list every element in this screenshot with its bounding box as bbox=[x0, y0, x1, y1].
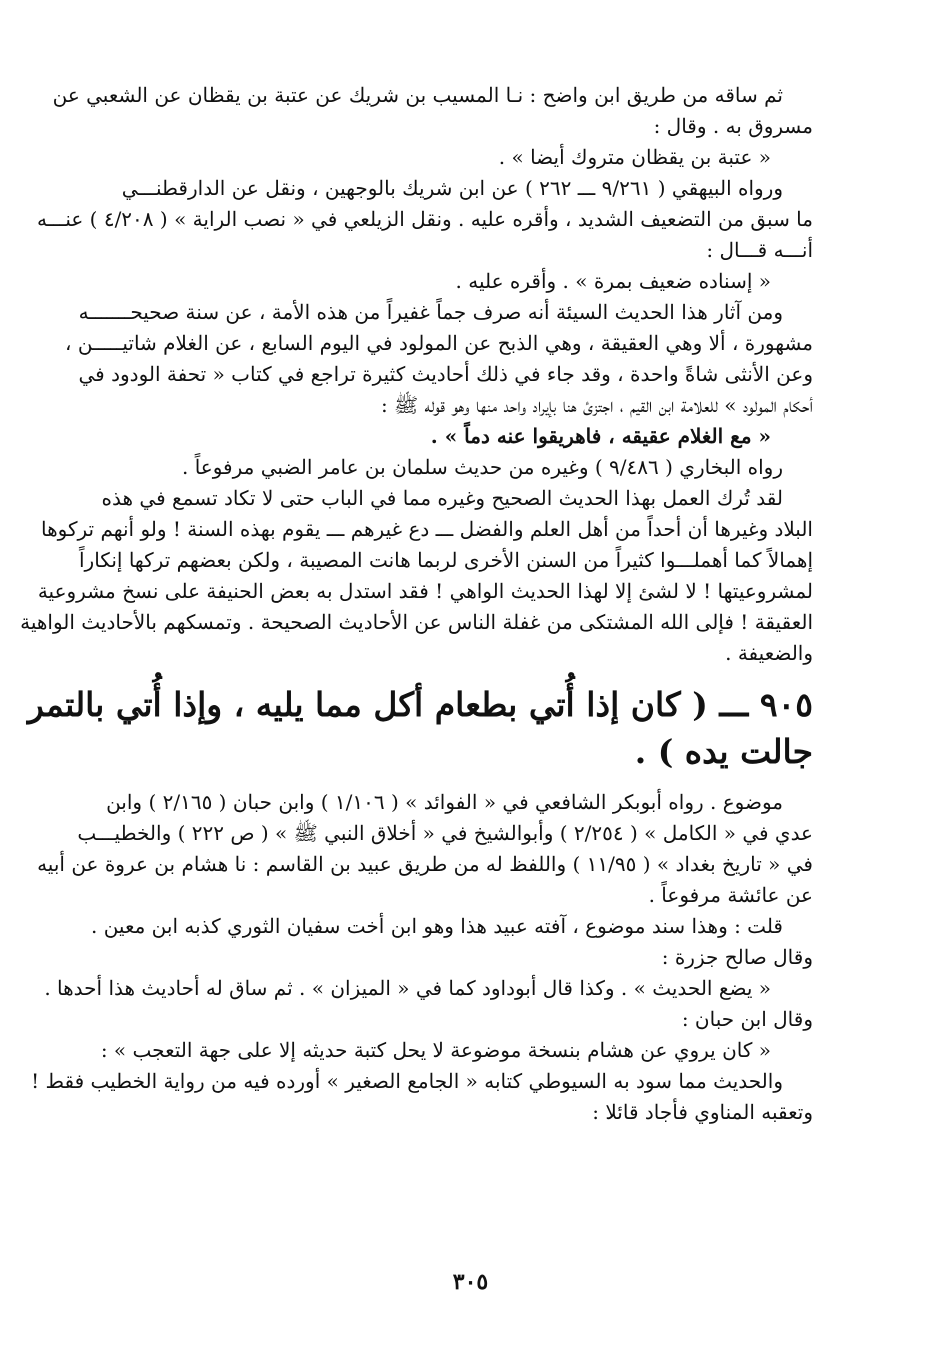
text-line: وقال صالح جزرة : bbox=[661, 945, 813, 969]
text-line: إهمالاً كما أهملـــوا كثيراً من السنن الأخرى لربما هانت المصيبة ، ولكن بعضهم تركها إنكاراً bbox=[78, 548, 813, 572]
text-line: عدي في « الكامل » ( ٢/٢٥٤ ) وأبوالشيخ في « أخلاق النبي ﷺ » ( ص ٢٢٢ ) والخطيـــب bbox=[77, 821, 813, 845]
hadith-heading bbox=[27, 681, 813, 775]
text-line: أحكام المولود » للعلامة ابن القيم ، اجتزئ هنا بإيراد واحد منها وهو قوله ﷺ : bbox=[380, 393, 813, 417]
text-line: أنـــه قـــال : bbox=[706, 238, 813, 262]
text-line: مشهورة ، ألا وهي العقيقة ، وهي الذبح عن المولود في اليوم السابع ، عن الغلام شاتيـــــن ، bbox=[65, 331, 813, 355]
text-line: ما سبق من التضعيف الشديد ، وأقره عليه . ونقل الزيلعي في « نصب الراية » ( ٤/٢٠٨ ) عنـــه bbox=[37, 207, 813, 231]
text-block-2 bbox=[31, 787, 813, 1128]
text-line: ومن آثار هذا الحديث السيئة أنه صرف جماً غفيراً من هذه الأمة ، عن سنة صحيحـــــــه bbox=[78, 300, 783, 324]
hadith-heading-line: ٩٠٥ ـــ ( كان إذا أُتي بطعام أكل مما يليه ، وإذا أُتي بالتمر bbox=[27, 685, 813, 724]
text-block-1 bbox=[20, 80, 813, 669]
text-line: لقد تُرك العمل بهذا الحديث الصحيح وغيره مما في الباب حتى لا تكاد تسمع في هذه bbox=[101, 486, 783, 510]
hadith-quote: « مع الغلام عقيقه ، فاهريقوا عنه دماً » . bbox=[430, 424, 771, 448]
page-number: ٣٠٥ bbox=[452, 1269, 489, 1295]
text-line: عن عائشة مرفوعاً . bbox=[648, 883, 813, 907]
text-line: في « تاريخ بغداد » ( ١١/٩٥ ) واللفظ له من طريق عبيد بن القاسم : نا هشام بن عروة عن أبيه bbox=[37, 852, 813, 876]
text-line: ورواه البيهقي ( ٩/٢٦١ ـــ ٢٦٢ ) عن ابن شريك بالوجهين ، ونقل عن الدارقطنـــي bbox=[121, 176, 783, 200]
text-line: موضوع . رواه أبوبكر الشافعي في « الفوائد » ( ١/١٠٦ ) وابن حبان ( ٢/١٦٥ ) وابن bbox=[106, 790, 783, 814]
text-line: مسروق به . وقال : bbox=[653, 114, 813, 138]
text-line: البلاد وغيرها أن أحداً من أهل العلم والفضل ـــ دع غيرهم ـــ يقوم بهذه السنة ! ولو أنهم تركوها bbox=[40, 517, 813, 541]
hadith-heading-line: جالت يده ) . bbox=[634, 732, 813, 771]
text-line: والحديث مما سود به السيوطي كتابه « الجامع الصغير » أورده فيه من رواية الخطيب فقط ! bbox=[31, 1069, 783, 1093]
text-line: وعن الأنثى شاةً واحدة ، وقد جاء في ذلك أحاديث كثيرة تراجع في كتاب « تحفة الودود في bbox=[78, 362, 813, 386]
text-line: ثم ساقه من طريق ابن واضح : نـا المسيب بن شريك عن عتبة بن يقظان عن الشعبي عن bbox=[52, 83, 783, 107]
text-line: والضعيفة . bbox=[725, 641, 813, 665]
quote-line: « يضع الحديث » . وكذا قال أبوداود كما في « الميزان » . ثم ساق له أحاديث هذا أحدها . bbox=[44, 976, 771, 1000]
quote-line: « كان يروي عن هشام بنسخة موضوعة لا يحل كتبة حديثه إلا على جهة التعجب » : bbox=[100, 1038, 771, 1062]
quote-line: « إسناده ضعيف بمرة » . وأقره عليه . bbox=[455, 269, 771, 293]
text-line: العقيقة ! فإلى الله المشتكى من غفلة الناس عن الأحاديث الصحيحة . وتمسكهم بالأحاديث الواهية bbox=[20, 610, 813, 634]
text-line: وقال ابن حبان : bbox=[681, 1007, 813, 1031]
text-line: وتعقبه المناوي فأجاد قائلا : bbox=[592, 1100, 813, 1124]
quote-line: « عتبة بن يقظان متروك أيضا » . bbox=[498, 145, 771, 169]
text-line: قلت : وهذا سند موضوع ، آفته عبيد هذا وهو ابن أخت سفيان الثوري كذبه ابن معين . bbox=[90, 914, 783, 938]
text-line: رواه البخاري ( ٩/٤٨٦ ) وغيره من حديث سلمان بن عامر الضبي مرفوعاً . bbox=[181, 455, 783, 479]
text-line: لمشروعيتها ! لا لشئ إلا لهذا الحديث الواهي ! فقد استدل به بعض الحنيفة على نسخ مشروعية bbox=[37, 579, 813, 603]
